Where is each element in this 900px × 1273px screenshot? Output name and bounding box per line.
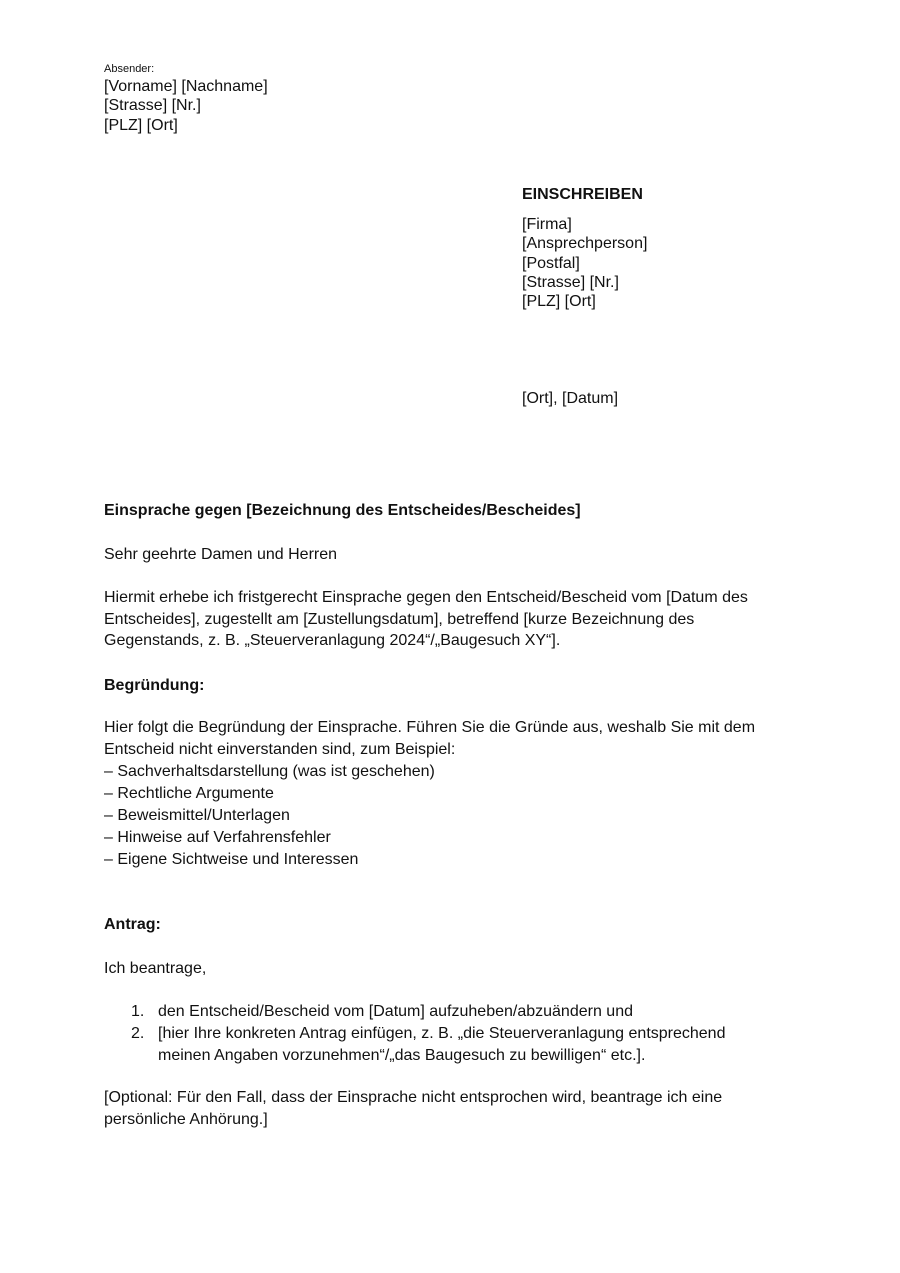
sender-street: [Strasse] [Nr.]: [104, 97, 201, 115]
list-text: meinen Angaben vorzunehmen“/„das Baugesuch zu bewilligen“ etc.].: [158, 1047, 646, 1064]
subject-line: Einsprache gegen [Bezeichnung des Entscheides/Bescheides]: [104, 502, 581, 519]
reason-list-item: – Sachverhaltsdarstellung (was ist geschehen): [104, 763, 435, 780]
recipient-pobox: [Postfal]: [522, 254, 580, 272]
delivery-type: EINSCHREIBEN: [522, 186, 643, 203]
reason-list-item: – Hinweise auf Verfahrensfehler: [104, 829, 331, 846]
optional-line: [Optional: Für den Fall, dass der Einsprache nicht entsprochen wird, beantrage ich eine: [104, 1089, 723, 1106]
sender-name: [Vorname] [Nachname]: [104, 78, 268, 95]
intro-line: Gegenstands, z. B. „Steuerveranlagung 2024“/„Baugesuch XY“].: [104, 632, 561, 649]
list-number: 1.: [131, 1003, 145, 1020]
reason-line: Entscheid nicht einverstanden sind, zum Beispiel:: [104, 741, 456, 758]
intro-line: Hiermit erhebe ich fristgerecht Einsprache gegen den Entscheid/Bescheid vom [Datum des: [104, 589, 748, 606]
recipient-street: [Strasse] [Nr.]: [522, 273, 619, 291]
reason-paragraph: [104, 717, 755, 871]
recipient-address: [522, 215, 647, 311]
reason-list-item: – Rechtliche Argumente: [104, 785, 274, 802]
place-date: [Ort], [Datum]: [522, 390, 619, 407]
list-text: den Entscheid/Bescheid vom [Datum] aufzuheben/abzuändern und: [158, 1003, 633, 1020]
list-number: 2.: [131, 1025, 145, 1042]
motion-intro: Ich beantrage,: [104, 960, 207, 977]
reason-heading: Begründung:: [104, 677, 205, 694]
sender-city: [PLZ] [Ort]: [104, 116, 178, 134]
recipient-contact: [Ansprechperson]: [522, 235, 648, 253]
motion-heading: Antrag:: [104, 916, 161, 933]
reason-list-item: – Eigene Sichtweise und Interessen: [104, 851, 359, 868]
list-text: [hier Ihre konkreten Antrag einfügen, z. B. „die Steuerveranlagung entsprechend: [158, 1025, 726, 1042]
sender-address: [104, 77, 268, 135]
recipient-company: [Firma]: [522, 216, 572, 233]
reason-line: Hier folgt die Begründung der Einsprache. Führen Sie die Gründe aus, weshalb Sie mit dem: [104, 719, 756, 736]
sender-caption: Absender:: [104, 63, 155, 75]
optional-paragraph: [104, 1087, 722, 1131]
intro-paragraph: [104, 587, 748, 652]
recipient-city: [PLZ] [Ort]: [522, 293, 596, 311]
optional-line: persönliche Anhörung.]: [104, 1111, 268, 1128]
salutation: Sehr geehrte Damen und Herren: [104, 546, 338, 563]
intro-line: Entscheides], zugestellt am [Zustellungsdatum], betreffend [kurze Bezeichnung des: [104, 610, 695, 628]
reason-list-item: – Beweismittel/Unterlagen: [104, 807, 290, 824]
